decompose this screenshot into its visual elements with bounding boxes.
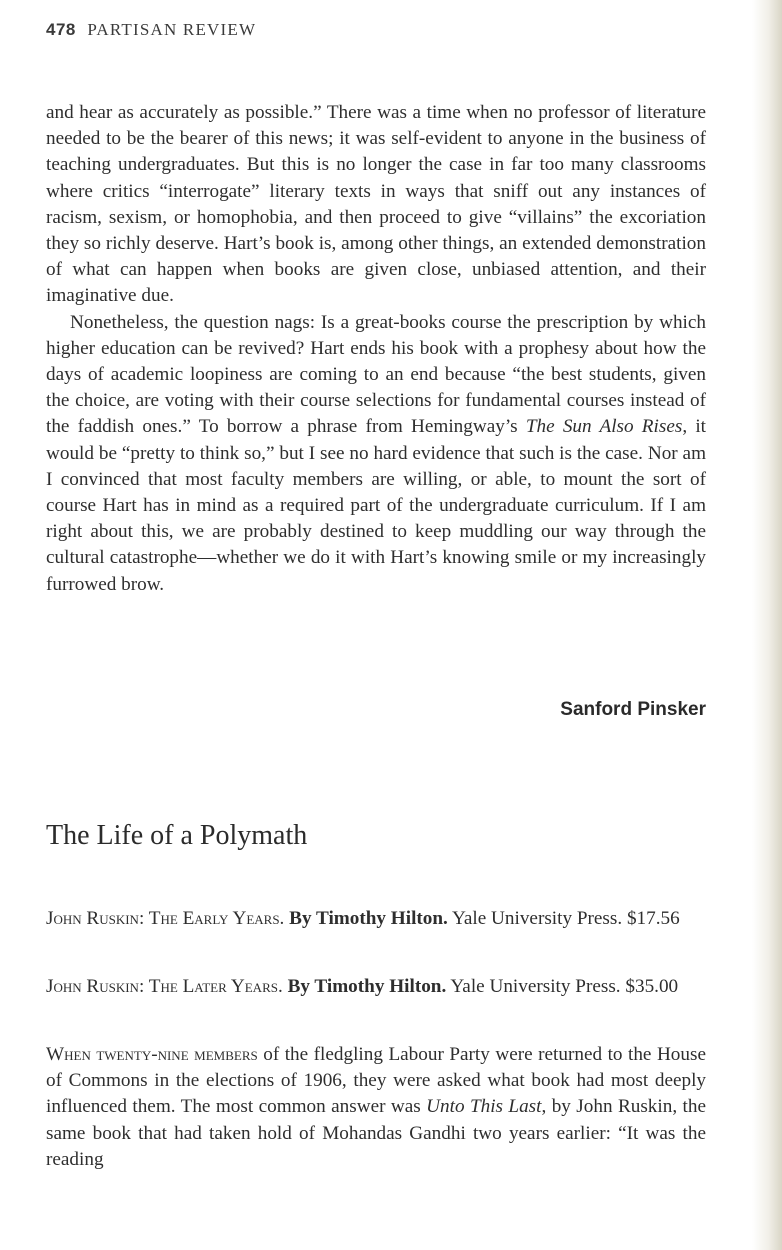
- review-body: [46, 1042, 706, 1173]
- paragraph-text: , it would be “pretty to think so,” but I see no hard evidence that such is the case. Nor am I convinced that most faculty members are willing, or able, to mount the sort of course Hart has in mind as a required part of the undergraduate curriculum. If I am right about this, we are probably destined to keep muddling our way through the cultural catastrophe—whether we do it with Hart’s knowing smile or my increasingly furrowed brow.: [46, 416, 706, 595]
- page-number: 478: [46, 20, 76, 39]
- book-citation-title: John Ruskin: The Early Years.: [46, 908, 285, 929]
- book-citation-title: John Ruskin: The Later Years.: [46, 976, 283, 997]
- book-citation: [46, 906, 706, 932]
- book-citation-publisher: Yale University Press. $17.56: [451, 908, 680, 929]
- paragraph: and hear as accurately as possible.” There was a time when no professor of literature needed to be the bearer of this news; it was self-evident to anyone in the business of teaching undergraduates. But this is no longer the case in far too many classrooms where critics “interrogate” literary texts in ways that sniff out any instances of racism, sexism, or homophobia, and then proceed to give “villains” the excoriation they so richly deserve. Hart’s book is, among other things, an extended demonstration of what can happen when books are given close, unbiased attention, and their imaginative due.: [46, 102, 706, 307]
- review-body: [46, 100, 706, 598]
- book-citation-author: By Timothy Hilton.: [287, 976, 447, 997]
- paragraph: [46, 1042, 706, 1173]
- reviewer-signature: Sanford Pinsker: [560, 699, 706, 720]
- page-edge-shadow: [752, 0, 782, 1250]
- paragraph-text: of the fledgling Labour Party were returned to the House of Commons in the elections of 1906, they were asked what book had most deeply influenced them. The most common answer was: [46, 1044, 706, 1118]
- running-head: [46, 20, 256, 40]
- book-title: The Sun Also Rises: [525, 416, 683, 438]
- paragraph: [46, 310, 706, 598]
- book-citation-publisher: Yale University Press. $35.00: [450, 976, 679, 997]
- paragraph-text: , by John Ruskin, the same book that had taken hold of Mohandas Gandhi two years earlier: “It was the reading: [46, 1096, 706, 1170]
- book-title: Unto This Last: [426, 1096, 542, 1118]
- book-citation: [46, 974, 706, 1000]
- paragraph-text: Nonetheless, the question nags: Is a great-books course the prescription by which higher education can be revived? Hart ends his book with a prophesy about how the days of academic loopiness are coming to an end because “the best students, given the choice, are voting with their course selections for fundamental courses instead of the faddish ones.” To borrow a phrase from Hemingway’s: [46, 311, 706, 438]
- journal-name: PARTISAN REVIEW: [87, 20, 257, 39]
- section-title: The Life of a Polymath: [46, 820, 308, 851]
- opening-small-caps: When twenty-nine members: [46, 1044, 258, 1065]
- book-citation-author: By Timothy Hilton.: [289, 908, 448, 929]
